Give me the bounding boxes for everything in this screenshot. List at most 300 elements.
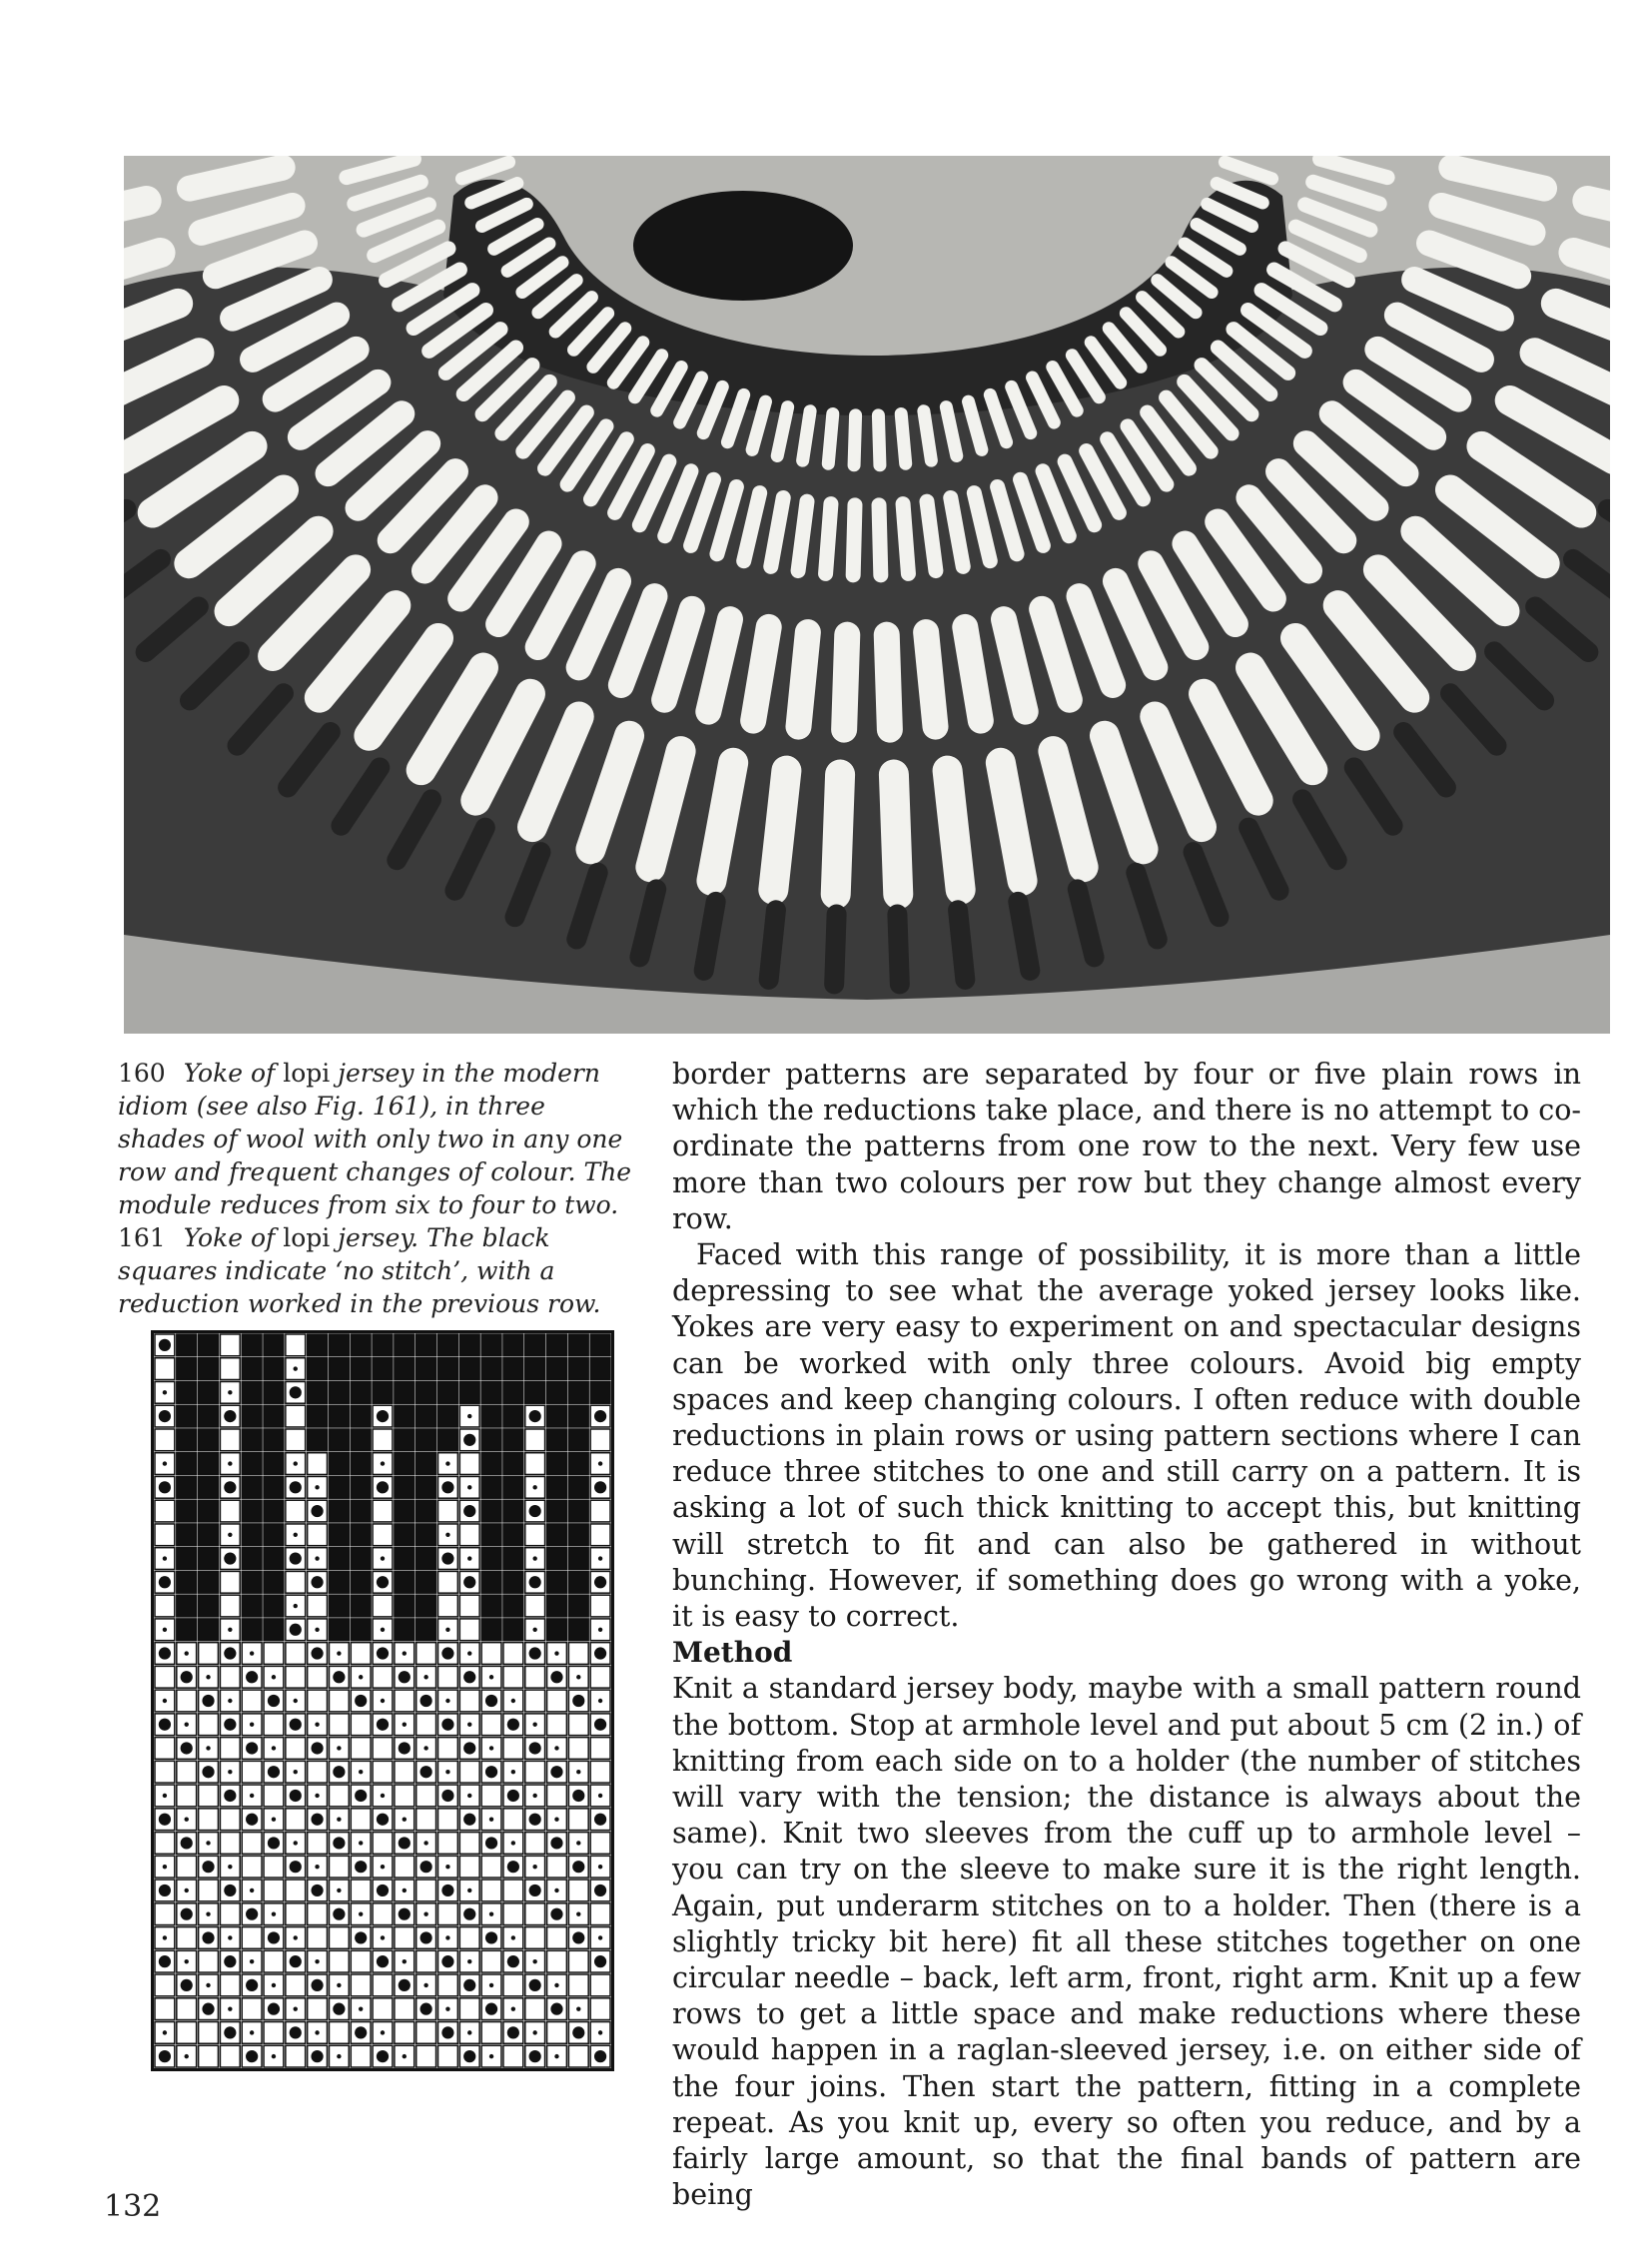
chart-medium-stitch — [423, 1841, 427, 1845]
chart-dark-stitch — [224, 1552, 236, 1564]
chart-cell — [329, 1856, 349, 1878]
chart-cell — [568, 1809, 588, 1831]
chart-cell — [438, 1738, 458, 1760]
chart-cell — [568, 1643, 588, 1665]
chart-dark-stitch — [159, 1719, 171, 1731]
chart-dark-stitch — [224, 1790, 236, 1802]
chart-dark-stitch — [202, 1695, 214, 1707]
chart-cell — [395, 1927, 414, 1949]
chart-medium-stitch — [489, 1675, 493, 1679]
chart-medium-stitch — [576, 1770, 580, 1774]
chart-no-stitch-cell — [242, 1381, 262, 1403]
chart-dark-stitch — [355, 1931, 367, 1943]
chart-no-stitch-cell — [481, 1381, 501, 1403]
yoke-motif-ring-5 — [769, 910, 776, 980]
chart-no-stitch-cell — [416, 1358, 436, 1380]
chart-medium-stitch — [532, 1485, 536, 1489]
chart-medium-stitch — [381, 1935, 385, 1939]
chart-medium-stitch — [250, 1651, 254, 1655]
chart-medium-stitch — [163, 2030, 167, 2034]
chart-cell — [438, 1500, 458, 1522]
chart-cell — [242, 1998, 262, 2020]
chart-cell — [481, 1856, 501, 1878]
chart-dark-stitch — [202, 1766, 214, 1778]
chart-medium-stitch — [403, 1889, 407, 1892]
chart-no-stitch-cell — [481, 1453, 501, 1475]
chart-medium-stitch — [467, 2030, 471, 2034]
chart-medium-stitch — [228, 1533, 232, 1537]
chart-no-stitch-cell — [503, 1405, 523, 1427]
chart-no-stitch-cell — [481, 1619, 501, 1641]
chart-dark-stitch — [507, 1861, 519, 1873]
chart-cell — [373, 1500, 393, 1522]
chart-medium-stitch — [511, 1935, 515, 1939]
chart-no-stitch-cell — [547, 1595, 567, 1617]
chart-no-stitch-cell — [568, 1524, 588, 1546]
chart-cell — [264, 1643, 284, 1665]
chart-cell — [286, 1405, 306, 1427]
chart-no-stitch-cell — [242, 1548, 262, 1570]
chart-no-stitch-cell — [547, 1453, 567, 1475]
chart-cell — [373, 1429, 393, 1451]
chart-medium-stitch — [445, 1628, 449, 1632]
chart-cell — [264, 1714, 284, 1736]
chart-dark-stitch — [529, 1742, 541, 1754]
chart-medium-stitch — [467, 1414, 471, 1418]
chart-dark-stitch — [290, 1719, 302, 1731]
chart-no-stitch-cell — [547, 1358, 567, 1380]
chart-medium-stitch — [554, 1818, 558, 1822]
chart-cell — [503, 2045, 523, 2067]
chart-dark-stitch — [377, 1410, 389, 1422]
chart-dark-stitch — [594, 1885, 606, 1896]
chart-cell — [177, 1761, 197, 1783]
chart-dark-stitch — [224, 1410, 236, 1422]
chart-dark-stitch — [311, 1576, 323, 1588]
chart-medium-stitch — [403, 1959, 407, 1963]
chart-no-stitch-cell — [395, 1453, 414, 1475]
chart-medium-stitch — [511, 1699, 515, 1703]
chart-no-stitch-cell — [199, 1571, 219, 1593]
chart-medium-stitch — [294, 2006, 298, 2010]
chart-dark-stitch — [594, 1814, 606, 1826]
yoke-motif-ring-1 — [828, 413, 833, 463]
chart-no-stitch-cell — [568, 1405, 588, 1427]
chart-no-stitch-cell — [199, 1500, 219, 1522]
chart-cell — [308, 1453, 328, 1475]
chart-dark-stitch — [420, 1861, 432, 1873]
chart-dark-stitch — [246, 1979, 258, 1991]
neck-opening — [633, 191, 853, 301]
chart-medium-stitch — [294, 1770, 298, 1774]
chart-no-stitch-cell — [177, 1381, 197, 1403]
chart-cell — [459, 1856, 479, 1878]
chart-no-stitch-cell — [416, 1429, 436, 1451]
chart-cell — [177, 1856, 197, 1878]
chart-medium-stitch — [228, 1461, 232, 1465]
chart-medium-stitch — [315, 1794, 319, 1798]
chart-dark-stitch — [246, 1814, 258, 1826]
chart-cell — [459, 1453, 479, 1475]
chart-cell — [547, 2022, 567, 2044]
chart-dark-stitch — [485, 1931, 497, 1943]
chart-dark-stitch — [594, 1955, 606, 1967]
chart-no-stitch-cell — [503, 1476, 523, 1498]
chart-medium-stitch — [250, 2030, 254, 2034]
chart-medium-stitch — [598, 1794, 602, 1798]
yoke-motif-ring-5 — [958, 910, 965, 980]
knitting-chart-grid — [154, 1333, 611, 2068]
chart-dark-stitch — [290, 1955, 302, 1967]
chart-dark-stitch — [550, 1671, 562, 1683]
chart-medium-stitch — [337, 1818, 341, 1822]
chart-cell — [177, 1785, 197, 1807]
chart-no-stitch-cell — [242, 1405, 262, 1427]
chart-no-stitch-cell — [395, 1595, 414, 1617]
yoke-motif-ring-4 — [948, 771, 961, 890]
chart-no-stitch-cell — [329, 1405, 349, 1427]
chart-cell — [199, 1714, 219, 1736]
chart-cell — [155, 1524, 175, 1546]
chart-cell — [525, 1833, 545, 1855]
chart-no-stitch-cell — [395, 1429, 414, 1451]
chart-no-stitch-cell — [351, 1524, 371, 1546]
chart-no-stitch-cell — [568, 1429, 588, 1451]
chart-dark-stitch — [399, 1671, 411, 1683]
chart-cell — [590, 1903, 610, 1925]
chart-no-stitch-cell — [438, 1334, 458, 1356]
chart-no-stitch-cell — [242, 1334, 262, 1356]
chart-no-stitch-cell — [177, 1571, 197, 1593]
chart-cell — [264, 1856, 284, 1878]
chart-cell — [416, 1643, 436, 1665]
chart-dark-stitch — [224, 1955, 236, 1967]
chart-dark-stitch — [224, 1885, 236, 1896]
chart-cell — [481, 2022, 501, 2044]
chart-no-stitch-cell — [264, 1358, 284, 1380]
chart-dark-stitch — [181, 1908, 193, 1920]
chart-medium-stitch — [489, 2054, 493, 2058]
chart-dark-stitch — [507, 1955, 519, 1967]
chart-medium-stitch — [294, 1699, 298, 1703]
chart-cell — [438, 1833, 458, 1855]
chart-medium-stitch — [467, 1651, 471, 1655]
chart-cell — [438, 1666, 458, 1688]
yoke-motif-ring-3 — [965, 627, 981, 721]
chart-dark-stitch — [463, 1434, 475, 1446]
caption-161: 161 Yoke of lopi jersey. The black squares indicate ‘no stitch’, with a reduction worked in the previous row. — [118, 1223, 601, 1318]
yoke-motif-ring-3 — [798, 632, 807, 727]
chart-dark-stitch — [594, 1410, 606, 1422]
chart-dark-stitch — [311, 1814, 323, 1826]
chart-medium-stitch — [272, 1983, 276, 1987]
chart-dark-stitch — [420, 1695, 432, 1707]
chart-dark-stitch — [246, 1671, 258, 1683]
chart-cell — [351, 1643, 371, 1665]
chart-no-stitch-cell — [395, 1571, 414, 1593]
chart-cell — [416, 1714, 436, 1736]
chart-cell — [459, 1998, 479, 2020]
chart-cell — [568, 1950, 588, 1972]
chart-cell — [459, 1833, 479, 1855]
paragraph-1: border patterns are separated by four or five plain rows in which the reductions take place, and there is no attempt to co-ordinate the patterns from one row to the next. Very few use more than two colours per row but they change almost every row. — [672, 1058, 1581, 1235]
body-text — [672, 1057, 1581, 2214]
chart-dark-stitch — [550, 1837, 562, 1849]
chart-no-stitch-cell — [351, 1381, 371, 1403]
chart-no-stitch-cell — [351, 1571, 371, 1593]
chart-cell — [395, 1785, 414, 1807]
chart-medium-stitch — [337, 1983, 341, 1987]
chart-dark-stitch — [594, 1481, 606, 1493]
knitting-chart — [151, 1330, 614, 2071]
chart-cell — [308, 1903, 328, 1925]
chart-dark-stitch — [377, 1647, 389, 1659]
chart-medium-stitch — [445, 2006, 449, 2010]
chart-dark-stitch — [420, 2003, 432, 2015]
chart-no-stitch-cell — [199, 1548, 219, 1570]
chart-no-stitch-cell — [395, 1548, 414, 1570]
page-number: 132 — [104, 2189, 162, 2224]
chart-no-stitch-cell — [264, 1500, 284, 1522]
chart-dark-stitch — [311, 1979, 323, 1991]
chart-cell — [395, 1761, 414, 1783]
chart-dark-stitch — [333, 1671, 345, 1683]
yoke-motif-ring-5 — [834, 914, 836, 984]
chart-medium-stitch — [403, 1723, 407, 1727]
chart-cell — [438, 1903, 458, 1925]
chart-dark-stitch — [311, 2050, 323, 2062]
chart-dark-stitch — [594, 1647, 606, 1659]
chart-cell — [525, 1595, 545, 1617]
chart-medium-stitch — [489, 1983, 493, 1987]
chart-medium-stitch — [359, 1841, 363, 1845]
chart-cell — [199, 2022, 219, 2044]
chart-dark-stitch — [355, 1790, 367, 1802]
yoke-motif-ring-2 — [853, 505, 855, 575]
chart-dark-stitch — [355, 2026, 367, 2038]
chart-medium-stitch — [163, 1390, 167, 1394]
chart-medium-stitch — [489, 1911, 493, 1915]
chart-cell — [590, 1998, 610, 2020]
chart-cell — [395, 2022, 414, 2044]
chart-no-stitch-cell — [568, 1476, 588, 1498]
chart-cell — [481, 1950, 501, 1972]
chart-medium-stitch — [250, 1723, 254, 1727]
chart-cell — [177, 1998, 197, 2020]
chart-cell — [525, 1761, 545, 1783]
chart-no-stitch-cell — [395, 1358, 414, 1380]
caption-161-number: 161 — [118, 1223, 166, 1252]
chart-cell — [525, 1666, 545, 1688]
chart-dark-stitch — [181, 1742, 193, 1754]
chart-no-stitch-cell — [264, 1476, 284, 1498]
chart-no-stitch-cell — [264, 1429, 284, 1451]
chart-dark-stitch — [159, 1481, 171, 1493]
yoke-motif-ring-2 — [826, 504, 831, 574]
chart-no-stitch-cell — [242, 1500, 262, 1522]
chart-no-stitch-cell — [199, 1429, 219, 1451]
chart-medium-stitch — [598, 1628, 602, 1632]
chart-cell — [373, 1595, 393, 1617]
chart-cell — [568, 2045, 588, 2067]
chart-cell — [155, 1358, 175, 1380]
chart-medium-stitch — [294, 1841, 298, 1845]
chart-cell — [438, 1595, 458, 1617]
chart-cell — [503, 1666, 523, 1688]
chart-no-stitch-cell — [503, 1595, 523, 1617]
chart-cell — [329, 2022, 349, 2044]
chart-dark-stitch — [463, 1505, 475, 1517]
chart-cell — [416, 2045, 436, 2067]
chart-medium-stitch — [163, 1935, 167, 1939]
chart-cell — [568, 1714, 588, 1736]
chart-cell — [155, 1903, 175, 1925]
chart-no-stitch-cell — [503, 1358, 523, 1380]
chart-cell — [351, 2045, 371, 2067]
chart-no-stitch-cell — [438, 1429, 458, 1451]
chart-dark-stitch — [485, 1837, 497, 1849]
chart-medium-stitch — [511, 1770, 515, 1774]
chart-dark-stitch — [333, 1908, 345, 1920]
chart-cell — [286, 1903, 306, 1925]
chart-cell — [286, 1880, 306, 1901]
chart-no-stitch-cell — [416, 1476, 436, 1498]
chart-medium-stitch — [403, 2054, 407, 2058]
chart-dark-stitch — [463, 2050, 475, 2062]
chart-cell — [286, 1334, 306, 1356]
section-heading-method: Method — [672, 1636, 793, 1670]
chart-dark-stitch — [529, 1814, 541, 1826]
chart-no-stitch-cell — [416, 1334, 436, 1356]
chart-dark-stitch — [311, 1742, 323, 1754]
chart-cell — [155, 1833, 175, 1855]
chart-dark-stitch — [159, 2050, 171, 2062]
chart-cell — [459, 1595, 479, 1617]
chart-cell — [308, 1524, 328, 1546]
chart-no-stitch-cell — [568, 1548, 588, 1570]
yoke-motif-ring-3 — [844, 635, 847, 730]
chart-cell — [242, 1927, 262, 1949]
chart-dark-stitch — [441, 1552, 453, 1564]
chart-cell — [155, 1429, 175, 1451]
chart-cell — [525, 1524, 545, 1546]
chart-dark-stitch — [507, 1790, 519, 1802]
chart-cell — [459, 1619, 479, 1641]
chart-no-stitch-cell — [438, 1358, 458, 1380]
yoke-motif-ring-4 — [836, 775, 840, 895]
chart-no-stitch-cell — [416, 1500, 436, 1522]
chart-no-stitch-cell — [177, 1405, 197, 1427]
chart-no-stitch-cell — [481, 1500, 501, 1522]
chart-dark-stitch — [181, 1837, 193, 1849]
chart-cell — [308, 1833, 328, 1855]
chart-cell — [329, 1950, 349, 1972]
chart-dark-stitch — [399, 1979, 411, 1991]
chart-dark-stitch — [441, 1885, 453, 1896]
chart-cell — [264, 1880, 284, 1901]
chart-dark-stitch — [399, 1742, 411, 1754]
chart-no-stitch-cell — [547, 1381, 567, 1403]
chart-cell — [416, 1950, 436, 1972]
chart-cell — [438, 2045, 458, 2067]
chart-dark-stitch — [441, 1719, 453, 1731]
chart-medium-stitch — [576, 1841, 580, 1845]
chart-dark-stitch — [463, 1671, 475, 1683]
chart-no-stitch-cell — [568, 1500, 588, 1522]
chart-cell — [220, 1738, 240, 1760]
chart-dark-stitch — [529, 2050, 541, 2062]
chart-dark-stitch — [529, 1576, 541, 1588]
chart-medium-stitch — [598, 1461, 602, 1465]
chart-cell — [264, 1950, 284, 1972]
chart-no-stitch-cell — [459, 1381, 479, 1403]
chart-medium-stitch — [294, 1461, 298, 1465]
chart-medium-stitch — [423, 1675, 427, 1679]
chart-medium-stitch — [228, 1699, 232, 1703]
chart-medium-stitch — [532, 1865, 536, 1869]
chart-cell — [525, 1927, 545, 1949]
chart-medium-stitch — [272, 1818, 276, 1822]
chart-dark-stitch — [420, 1931, 432, 1943]
chart-no-stitch-cell — [395, 1619, 414, 1641]
chart-no-stitch-cell — [329, 1429, 349, 1451]
chart-no-stitch-cell — [242, 1429, 262, 1451]
chart-cell — [547, 1690, 567, 1712]
chart-no-stitch-cell — [503, 1619, 523, 1641]
chart-no-stitch-cell — [242, 1524, 262, 1546]
chart-cell — [155, 1738, 175, 1760]
chart-no-stitch-cell — [242, 1571, 262, 1593]
chart-cell — [155, 1666, 175, 1688]
chart-dark-stitch — [159, 1410, 171, 1422]
chart-cell — [459, 1927, 479, 1949]
chart-no-stitch-cell — [351, 1500, 371, 1522]
chart-no-stitch-cell — [481, 1334, 501, 1356]
chart-no-stitch-cell — [547, 1405, 567, 1427]
chart-dark-stitch — [202, 1861, 214, 1873]
chart-cell — [199, 1950, 219, 1972]
chart-medium-stitch — [294, 1533, 298, 1537]
chart-no-stitch-cell — [416, 1595, 436, 1617]
chart-cell — [438, 1809, 458, 1831]
chart-medium-stitch — [206, 1746, 210, 1750]
chart-medium-stitch — [250, 1889, 254, 1892]
chart-no-stitch-cell — [373, 1381, 393, 1403]
chart-cell — [308, 1927, 328, 1949]
chart-medium-stitch — [554, 1983, 558, 1987]
chart-cell — [590, 1833, 610, 1855]
chart-cell — [503, 1974, 523, 1996]
chart-medium-stitch — [489, 1818, 493, 1822]
chart-medium-stitch — [272, 2054, 276, 2058]
chart-dark-stitch — [463, 1979, 475, 1991]
chart-dark-stitch — [159, 1955, 171, 1967]
yoke-motif-ring-4 — [894, 775, 898, 895]
chart-medium-stitch — [381, 1699, 385, 1703]
chart-cell — [242, 1856, 262, 1878]
chart-dark-stitch — [463, 1814, 475, 1826]
chart-no-stitch-cell — [373, 1358, 393, 1380]
chart-cell — [547, 1856, 567, 1878]
chart-no-stitch-cell — [481, 1595, 501, 1617]
chart-medium-stitch — [532, 1794, 536, 1798]
chart-no-stitch-cell — [395, 1524, 414, 1546]
chart-medium-stitch — [381, 1865, 385, 1869]
chart-cell — [503, 1880, 523, 1901]
chart-no-stitch-cell — [264, 1619, 284, 1641]
chart-medium-stitch — [445, 1935, 449, 1939]
chart-medium-stitch — [511, 2006, 515, 2010]
